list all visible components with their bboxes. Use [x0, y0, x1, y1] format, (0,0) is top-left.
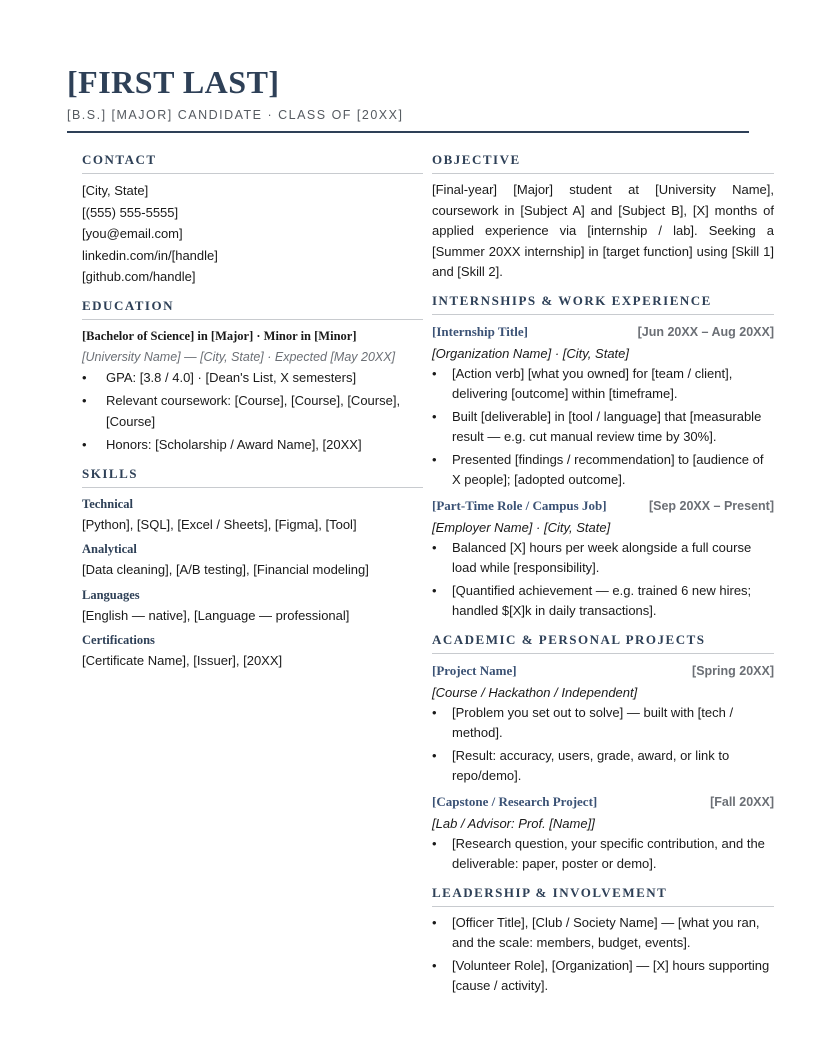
skill-group-technical: [82, 494, 423, 536]
skill-value: [English — native], [Language — professional]: [82, 607, 350, 623]
projects-section: [432, 630, 774, 875]
education-bullet: • Honors: [Scholarship / Award Name], [20XX]: [82, 435, 423, 456]
projects-title: ACADEMIC & PERSONAL PROJECTS: [432, 630, 774, 654]
entry-bullet: • [Research question, your specific contribution, and the deliverable: paper, poster or demo].: [432, 834, 774, 875]
entry-org: [Course / Hackathon / Independent]: [432, 684, 638, 700]
entry-date: [Fall 20XX]: [710, 794, 774, 809]
skills-section: [82, 464, 423, 672]
leadership-bullet: • [Officer Title], [Club / Society Name] — [what you ran, and the scale: members, budget, events].: [432, 913, 774, 954]
experience-title: INTERNSHIPS & WORK EXPERIENCE: [432, 291, 774, 315]
skill-label: Technical: [82, 496, 133, 511]
entry-bullets: [432, 538, 774, 622]
contact-linkedin: linkedin.com/in/[handle]: [82, 247, 218, 263]
objective-text: [Final-year] [Major] student at [University Name], coursework in [Subject A] and [Subject B], [X] months of applied experience via [internship / lab]. Seeking a [Summer 20XX internship] in [target function] using [Skill 1] and [Skill 2].: [432, 182, 774, 279]
skill-group-languages: [82, 585, 423, 627]
contact-title: CONTACT: [82, 150, 423, 174]
entry-title: [Project Name]: [432, 662, 517, 678]
entry-bullet: • [Action verb] [what you owned] for [team / client], delivering [outcome] within [timeframe].: [432, 364, 774, 405]
leadership-title: LEADERSHIP & INVOLVEMENT: [432, 883, 774, 907]
education-bullet: • GPA: [3.8 / 4.0] · [Dean's List, X semesters]: [82, 368, 423, 389]
skill-group-certifications: [82, 630, 423, 672]
entry-bullet: • Presented [findings / recommendation] to [audience of X people]; [adopted outcome].: [432, 450, 774, 491]
experience-entry: [432, 321, 774, 491]
objective-section: [432, 150, 774, 283]
left-column: [82, 150, 423, 680]
entry-bullet: • [Problem you set out to solve] — built with [tech / method].: [432, 703, 774, 744]
skills-title: SKILLS: [82, 464, 423, 488]
right-column: [432, 150, 774, 1005]
leadership-section: [432, 883, 774, 997]
name-heading: [FIRST LAST]: [67, 64, 280, 100]
entry-date: [Sep 20XX – Present]: [648, 498, 774, 513]
entry-bullets: [432, 703, 774, 787]
experience-entry: [432, 495, 774, 622]
entry-title: [Internship Title]: [432, 323, 528, 339]
skill-value: [Python], [SQL], [Excel / Sheets], [Figma], [Tool]: [82, 516, 357, 532]
skill-label: Analytical: [82, 542, 137, 556]
entry-org: [Lab / Advisor: Prof. [Name]]: [432, 815, 595, 831]
subtitle: [B.S.] [MAJOR] CANDIDATE · CLASS OF [20XX]: [67, 108, 404, 122]
education-bullet: • Relevant coursework: [Course], [Course], [Course], [Course]: [82, 391, 423, 432]
project-entry: [432, 660, 774, 787]
entry-bullet: • [Quantified achievement — e.g. trained 6 new hires; handled $[X]k in daily transactions].: [432, 581, 774, 622]
skill-label: Certifications: [82, 633, 155, 647]
entry-bullet: • Built [deliverable] in [tool / language] that [measurable result — e.g. cut manual review time by 30%].: [432, 407, 774, 448]
skill-value: [Data cleaning], [A/B testing], [Financial modeling]: [82, 562, 369, 577]
skill-value: [Certificate Name], [Issuer], [20XX]: [82, 653, 283, 668]
skill-label: Languages: [82, 587, 140, 602]
leadership-bullets: [432, 913, 774, 997]
education-bullets: [82, 368, 423, 456]
leadership-bullet: • [Volunteer Role], [Organization] — [X] hours supporting [cause / activity].: [432, 956, 774, 997]
entry-date: [Spring 20XX]: [692, 663, 774, 678]
objective-title: OBJECTIVE: [432, 150, 774, 174]
entry-date: [Jun 20XX – Aug 20XX]: [637, 324, 774, 339]
contact-section: [82, 150, 423, 288]
education-section: [82, 296, 423, 456]
header-rule: [67, 131, 749, 133]
entry-org: [Employer Name] · [City, State]: [432, 519, 611, 535]
experience-section: [432, 291, 774, 622]
entry-bullet: • Balanced [X] hours per week alongside a full course load while [responsibility].: [432, 538, 774, 579]
school: [University Name] — [City, State] · Expected [May 20XX]: [82, 349, 396, 364]
project-entry: [432, 791, 774, 875]
entry-title: [Part-Time Role / Campus Job]: [432, 497, 607, 513]
entry-title: [Capstone / Research Project]: [432, 793, 598, 809]
contact-location: [City, State]: [82, 183, 149, 198]
contact-phone: [(555) 555-5555]: [82, 204, 179, 220]
education-title: EDUCATION: [82, 296, 423, 320]
contact-github: [github.com/handle]: [82, 269, 196, 284]
entry-org: [Organization Name] · [City, State]: [432, 345, 629, 361]
entry-bullet: • [Result: accuracy, users, grade, award, or link to repo/demo].: [432, 746, 774, 787]
entry-bullets: [432, 834, 774, 875]
degree: [Bachelor of Science] in [Major] · Minor in [Minor]: [82, 328, 357, 343]
entry-bullets: [432, 364, 774, 491]
skill-group-analytical: [82, 539, 423, 581]
contact-email: [you@email.com]: [82, 226, 183, 241]
